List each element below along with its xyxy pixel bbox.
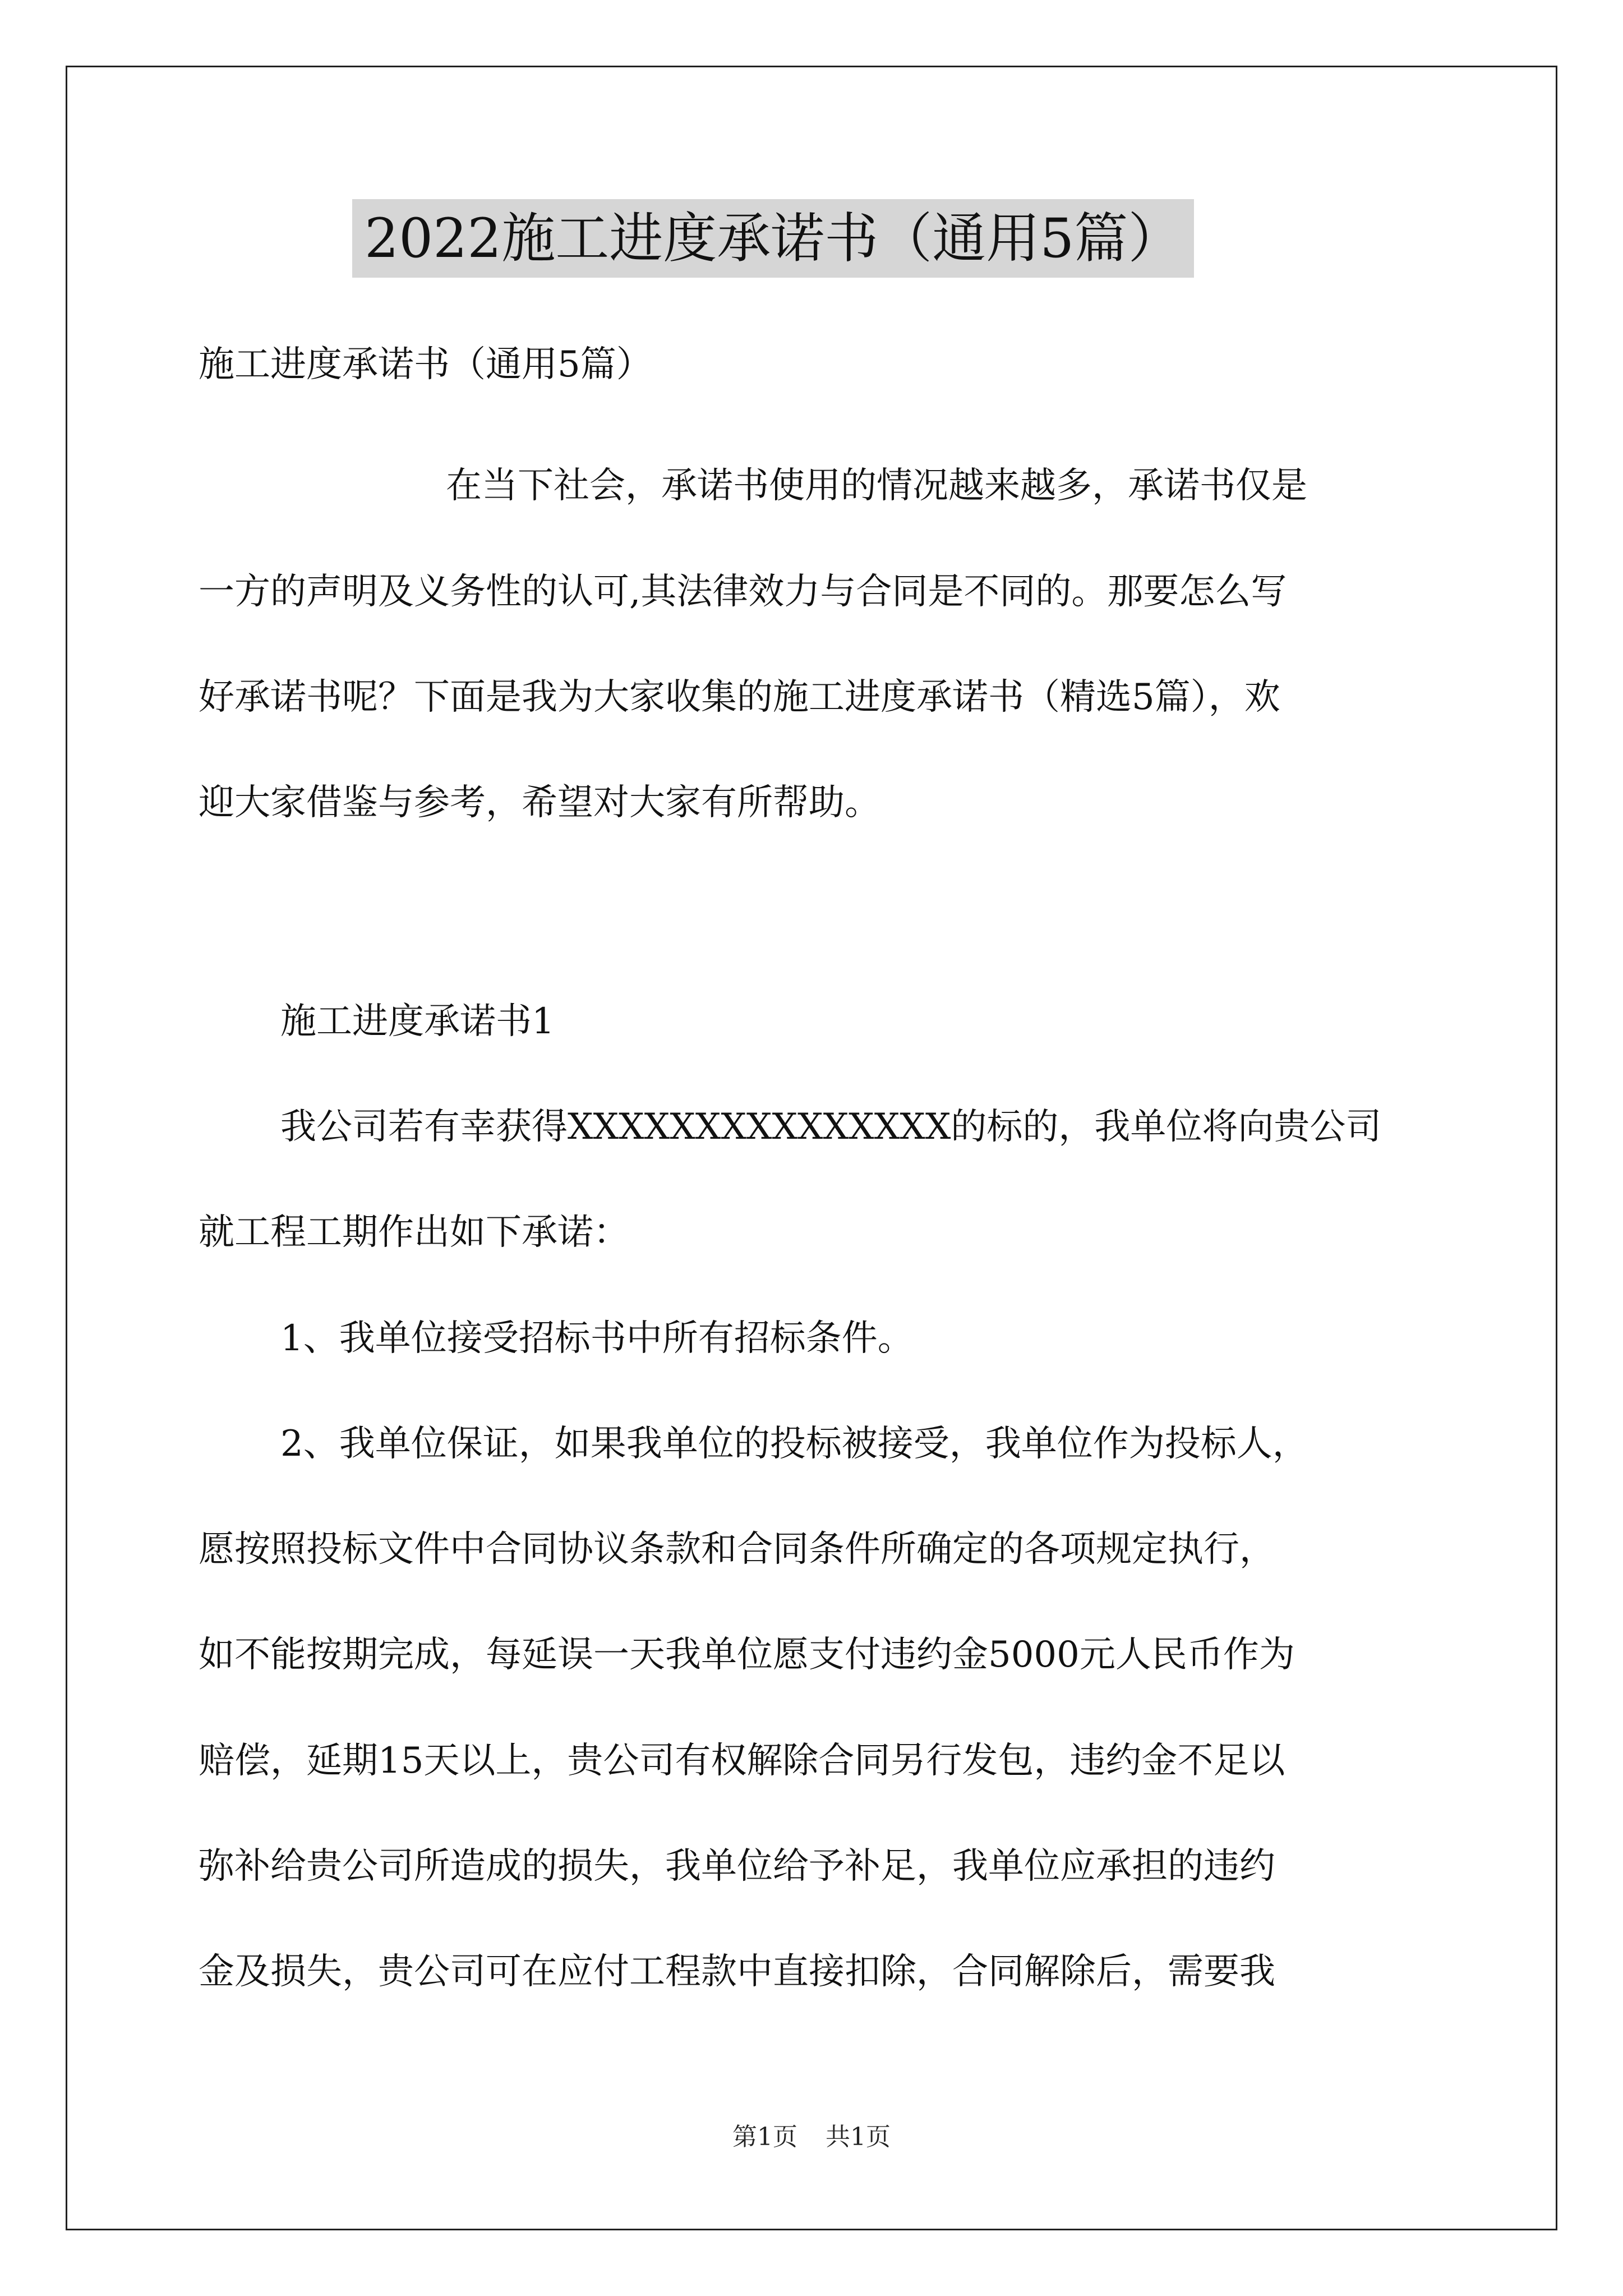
page-total: 共1页 [826,2123,891,2151]
section-heading: 施工进度承诺书1 [280,1001,555,1042]
body-line: 2、我单位保证，如果我单位的投标被接受，我单位作为投标人， [280,1423,1308,1465]
body-line: 1、我单位接受招标书中所有招标条件。 [280,1318,914,1359]
body-line: 如不能按期完成，每延误一天我单位愿支付违约金5000元人民币作为 [199,1634,1295,1676]
intro-line: 好承诺书呢？下面是我为大家收集的施工进度承诺书（精选5篇），欢 [199,677,1280,718]
page-footer [0,2120,1623,2154]
intro-line: 一方的声明及义务性的认可,其法律效力与合同是不同的。那要怎么写 [199,571,1287,613]
document-subtitle: 施工进度承诺书（通用5篇） [199,344,652,385]
intro-line: 迎大家借鉴与参考，希望对大家有所帮助。 [199,782,880,823]
body-line: 赔偿，延期15天以上，贵公司有权解除合同另行发包，违约金不足以 [199,1740,1285,1782]
body-line: 愿按照投标文件中合同协议条款和合同条件所确定的各项规定执行， [199,1529,1275,1570]
body-line: 金及损失，贵公司可在应付工程款中直接扣除，合同解除后，需要我 [199,1951,1275,1993]
body-line: 就工程工期作出如下承诺： [199,1212,629,1253]
intro-line: 在当下社会，承诺书使用的情况越来越多，承诺书仅是 [446,465,1307,507]
body-line: 我公司若有幸获得XXXXXXXXXXXXXXX的标的，我单位将向贵公司 [280,1106,1382,1148]
body-line: 弥补给贵公司所造成的损失，我单位给予补足，我单位应承担的违约 [199,1846,1275,1887]
document-title: 2022施工进度承诺书（通用5篇） [352,199,1194,278]
page-number: 第1页 [732,2123,797,2151]
